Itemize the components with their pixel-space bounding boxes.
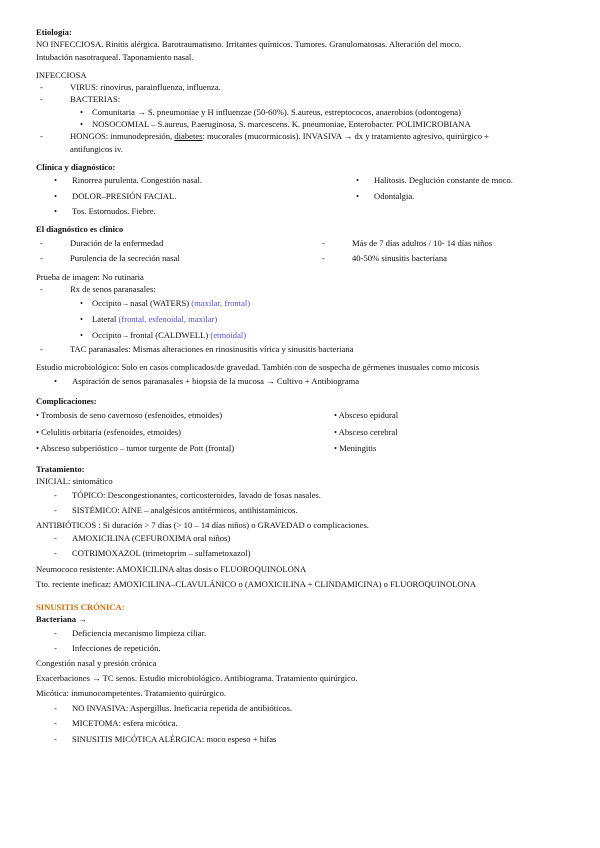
tratamiento-title: Tratamiento: [36,464,85,475]
clinica-item: • Halitosis. Deglución constante de moco. [356,175,513,186]
etiologia-no-infecciosa-cont: Intubación nasotraqueal. Taponamiento nasal. [36,51,194,62]
rx-caldwell: • Occipito – frontal (CALDWELL) (etmoidal) [80,330,247,341]
hongos-item: - HONGOS: inmunodepresión, diabetes: mucorales (mucormicosis). INVASIVA → dx y tratamiento agresivo, quirúrgico + [40,131,489,142]
tratamiento-cotrim: - COTRIMOXAZOL (trimetoprim – sulfametoxazol) [54,548,251,559]
rx-lateral: • Lateral (frontal, esfenoidal, maxilar) [80,314,218,325]
cronica-title: SINUSITIS CRÓNICA: [36,601,125,612]
tratamiento-topico: - TÓPICO: Descongestionantes, corticosteroides, lavado de fosas nasales. [54,489,321,500]
cronica-bact-item: - Infecciones de repetición. [54,642,161,653]
diagnostico-item: - Purulencia de la secreción nasal [40,253,180,264]
rx-waters: • Occipito – nasal (WATERS) (maxilar, frontal) [80,298,251,309]
complicacion-item: • Celulitis orbitaria (esfenoides, etmoides) [36,426,182,437]
cronica-mic-item: - NO INVASIVA: Aspergillus. Ineficacia repetida de antibióticos. [54,702,293,713]
clinica-title: Clínica y diagnóstico: [36,161,116,172]
complicacion-item: • Trombosis de seno cavernoso (esfenoides, etmoides) [36,410,223,421]
complicacion-item: • Absceso cerebral [334,426,398,437]
bacterias-text: BACTERIAS: [70,94,121,105]
hongos-diabetes: diabetes [174,131,203,142]
tratamiento-amox: - AMOXICILINA (CEFUROXIMA oral niños) [54,532,231,543]
diagnostico-item: - Duración de la enfermedad [40,237,164,248]
tratamiento-neumococo: Neumococo resistente: AMOXICILINA altas dosis o FLUOROQUINOLONA [36,563,307,574]
cronica-micotica: Micótica: inmunocompetentes. Tratamiento quirúrgico. [36,687,227,698]
tratamiento-reciente: Tto. reciente ineficaz: AMOXICILINA–CLAVULÁNICO o (AMOXICILINA + CLINDAMICINA) o FLUOROQUINOLONA [36,578,477,589]
complicacion-item: • Absceso subperióstico – tumor turgente de Pott (frontal) [36,443,235,454]
nosocomial-text: NOSOCOMIAL – S.aureus, P.aeruginosa, S. marcescens. K. pneumoniae, Enterobacter. POLIMICROBIANA [92,119,471,130]
diagnostico-columns [36,236,588,268]
bacterias-item: - BACTERIAS: [40,94,121,105]
cronica-exacerbaciones: Exacerbaciones → TC senos. Estudio microbiológico. Antibiograma. Tratamiento quirúrgico. [36,672,358,683]
tratamiento-inicial: INICIAL: sintomático [36,476,113,487]
complicaciones-title: Complicaciones: [36,395,97,406]
cronica-bacteriana: Bacteriana → [36,614,87,625]
nosocomial-item: • NOSOCOMIAL – S.aureus, P.aeruginosa, S. marcescens. K. pneumoniae, Enterobacter. POLIMICROBIANA [80,119,471,130]
tratamiento-sistemico: - SISTÉMICO: AINE – analgésicos antitérmicos, antihistamínicos. [54,505,298,516]
diagnostico-title: El diagnóstico es clínico [36,224,124,235]
virus-item: - VIRUS: rinovirus, parainfluenza, influenza. [40,82,221,93]
virus-text: VIRUS: rinovirus, parainfluenza, influenza. [70,82,221,93]
hongos-cont: antifungicos iv. [70,143,123,154]
etiologia-no-infecciosa: NO INFECCIOSA. Rinitis alérgica. Barotraumatismo. Irritantes químicos. Tumores. Granulomatosas. Alteración del moco. [36,39,462,50]
rx-item: - Rx de senos paranasales: [40,283,156,294]
complicacion-item: • Absceso epidural [334,410,399,421]
cronica-mic-item: - SINUSITIS MICÓTICA ALÉRGICA: moco espeso + hifas [54,733,277,744]
hongos-text-a: HONGOS: inmunodepresión, [70,131,175,142]
tac-item: - TAC paranasales: Mismas alteraciones en rinosinusitis vírica y sinusitis bacteriana [40,344,354,355]
etiologia-title: Etiología: [36,27,72,37]
document-page [36,26,588,747]
infecciosa-title: INFECCIOSA [36,69,87,80]
micro-line: Estudio microbiológico: Solo en casos complicados/de gravedad. También con de sospecha de gérmenes inusuales como micosis [36,362,480,373]
diagnostico-item: - 40-50% sinusitis bacteriana [322,253,447,264]
comunitaria-item: • Comunitaria → S. pneumoniae y H influenzae (50-60%). S.aureus, estreptococos, anaerobios (odontogena) [80,106,461,117]
tratamiento-antibioticos: ANTIBIÓTICOS : Si duración > 7 días (> 10 – 14 días niños) o GRAVEDAD o complicaciones. [36,519,369,530]
hongos-text-b: : mucorales (mucormicosis). INVASIVA → dx y tratamiento agresivo, quirúrgico + [202,131,489,142]
cronica-mic-item: - MICETOMA: esfera micótica. [54,718,178,729]
micro-bullet: • Aspiración de senos paranasales + biopsia de la mucosa → Cultivo + Antibiograma [54,375,360,386]
clinica-item: • Tos. Estornudos. Fiebre. [54,206,156,217]
cronica-congestion: Congestión nasal y presión crónica [36,657,157,668]
complicacion-item: • Meningitis [334,443,377,454]
cronica-bact-item: - Deficiencia mecanismo limpieza ciliar. [54,627,207,638]
clinica-item: • DOLOR–PRESIÓN FACIAL. [54,190,177,201]
clinica-columns [36,173,588,220]
clinica-item: • Odontalgia. [356,190,415,201]
clinica-item: • Rinorrea purulenta. Congestión nasal. [54,175,203,186]
imagen-title: Prueba de imagen: No rutinaria [36,271,144,282]
diagnostico-item: - Más de 7 días adultos / 10- 14 días niños [322,237,493,248]
comunitaria-text: Comunitaria → S. pneumoniae y H influenzae (50-60%). S.aureus, estreptococos, anaerobios (odontogena) [92,106,461,117]
complicaciones-columns [36,407,588,457]
